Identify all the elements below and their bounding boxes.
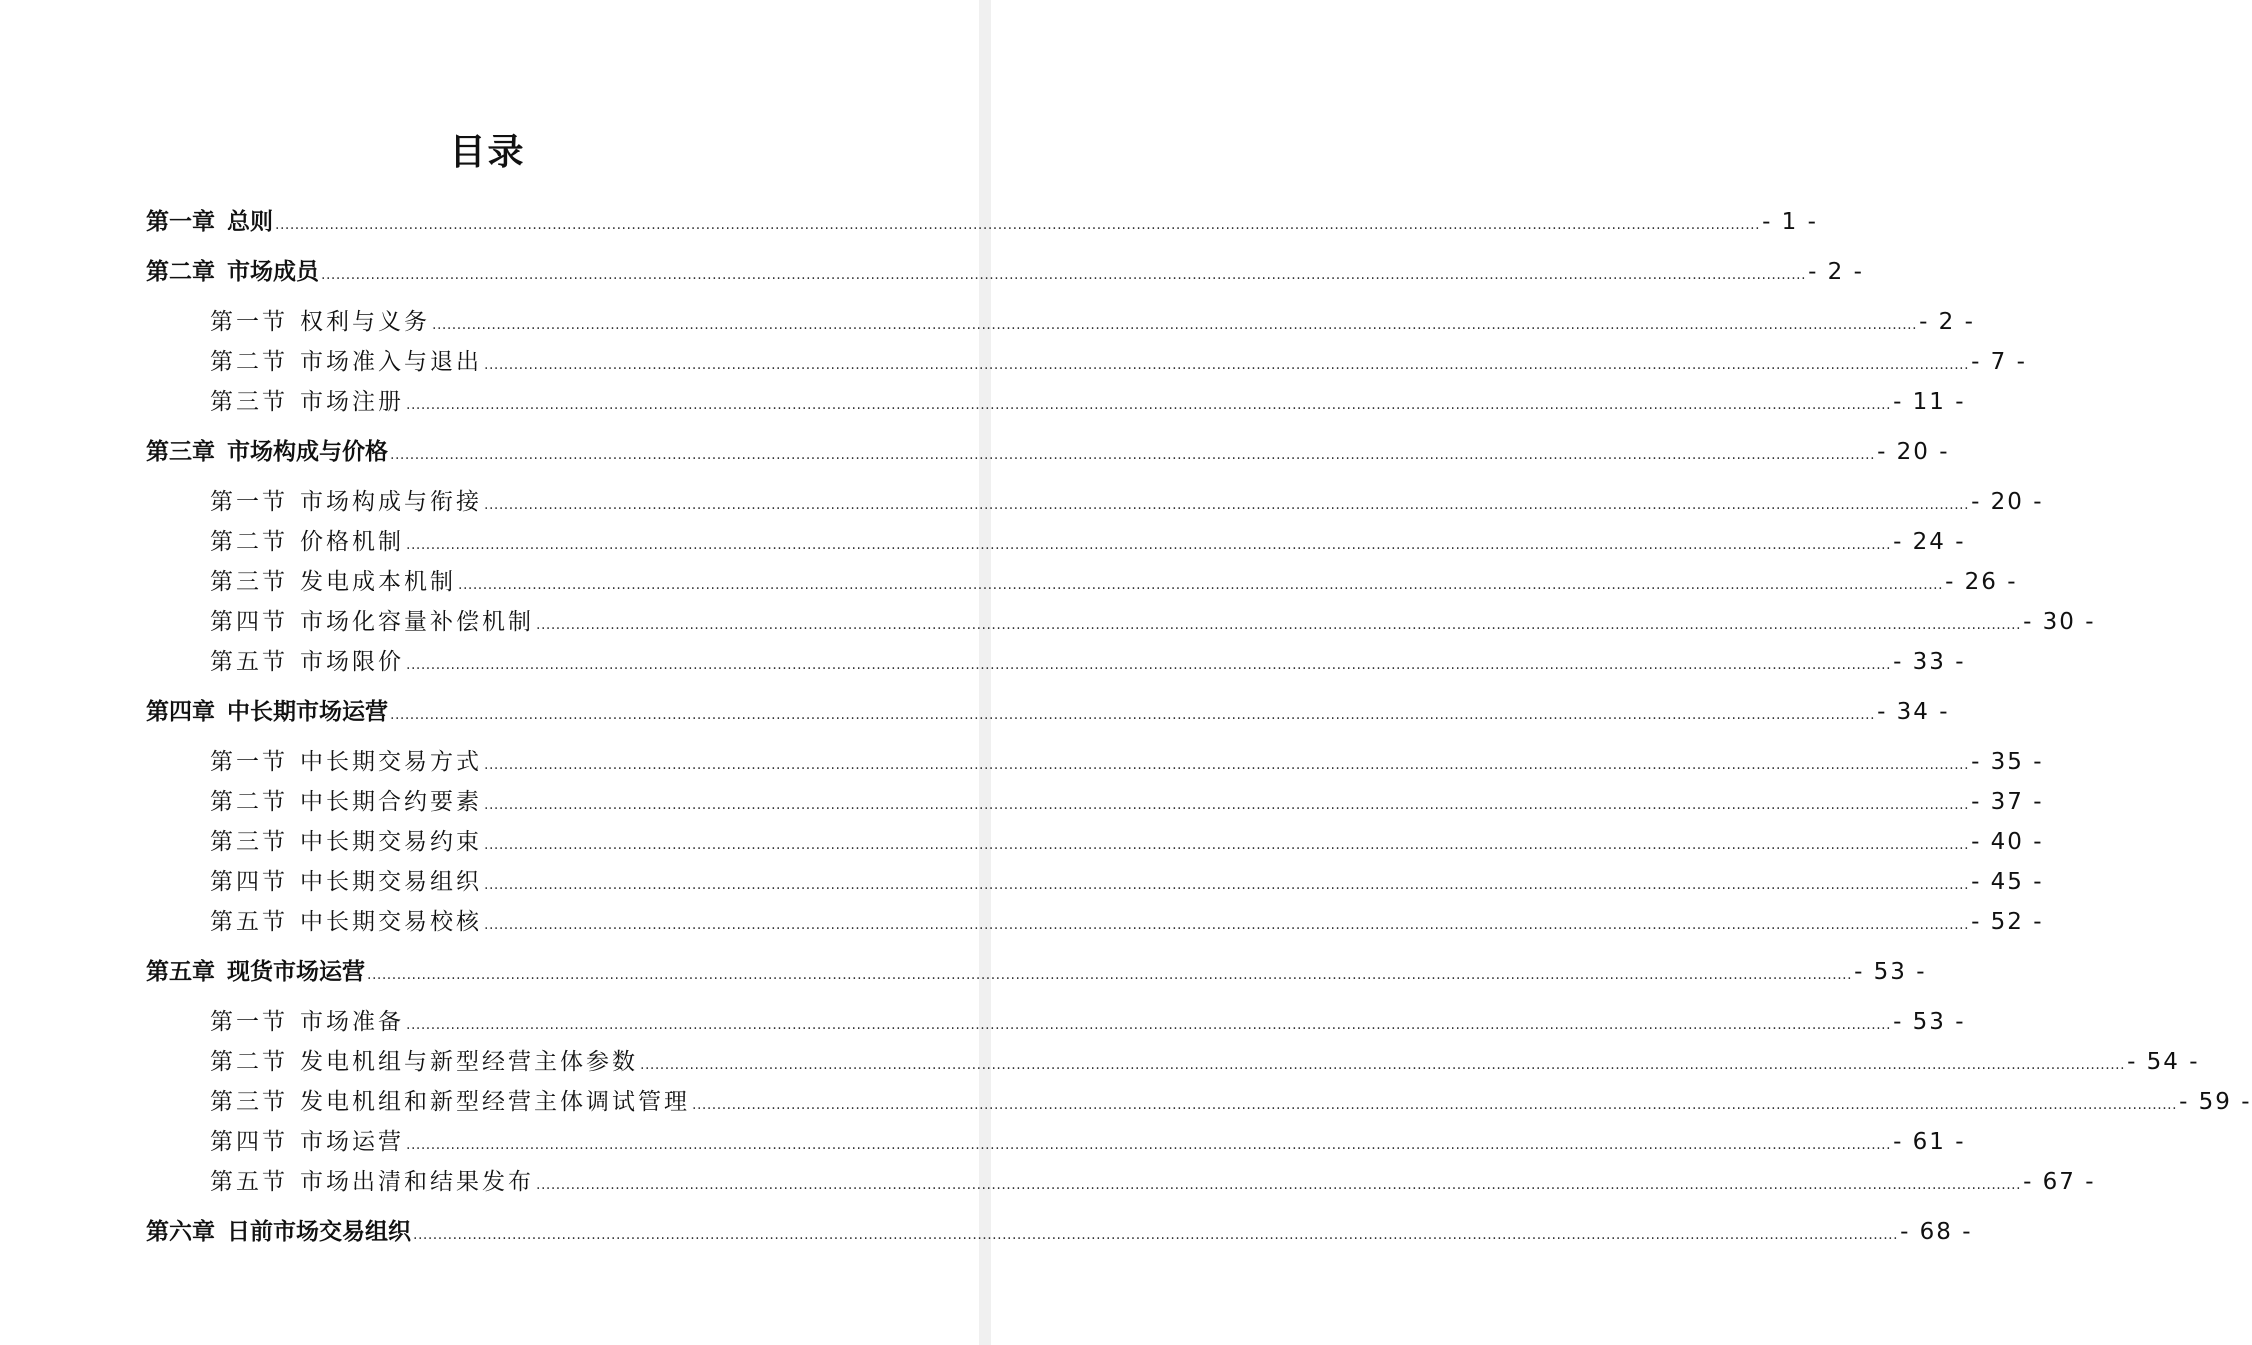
toc-entry-label — [146, 435, 388, 469]
toc-entry-number: 第五节 — [210, 1169, 288, 1195]
toc-entry-section[interactable] — [210, 865, 2044, 899]
dot-leader: ............................................................................................................................................................................................................................................................................................................ — [484, 357, 1970, 373]
toc-entry-title: 市场构成与价格 — [227, 439, 388, 465]
toc-entry-label — [210, 565, 456, 599]
toc-entry-title: 市场运营 — [300, 1129, 404, 1155]
toc-entry-label — [146, 1215, 411, 1249]
toc-entry-number: 第三章 — [146, 439, 215, 465]
toc-entry-title: 市场化容量补偿机制 — [300, 609, 534, 635]
toc-entry-title: 中长期市场运营 — [227, 699, 388, 725]
toc-entry-page: - 45 - — [1971, 869, 2044, 895]
toc-entry-page: - 2 - — [1808, 259, 1864, 285]
toc-entry-title: 中长期交易组织 — [300, 869, 482, 895]
toc-entry-page: - 35 - — [1971, 749, 2044, 775]
toc-entry-number: 第二节 — [210, 1049, 288, 1075]
toc-entry-section[interactable] — [210, 345, 2027, 379]
toc-entry-page: - 61 - — [1893, 1129, 1966, 1155]
toc-entry-section[interactable] — [210, 1085, 2252, 1119]
toc-entry-label — [210, 1085, 690, 1119]
toc-entry-section[interactable] — [210, 1165, 2096, 1199]
toc-entry-section[interactable] — [210, 1045, 2200, 1079]
toc-entry-label — [146, 255, 319, 289]
toc-entry-label — [210, 1045, 638, 1079]
toc-entry-title: 中长期交易校核 — [300, 909, 482, 935]
toc-entry-page: - 34 - — [1877, 699, 1950, 725]
toc-entry-number: 第四节 — [210, 869, 288, 895]
toc-entry-label — [210, 525, 404, 559]
toc-entry-section[interactable] — [210, 1125, 1966, 1159]
toc-entry-chapter[interactable] — [146, 955, 1927, 989]
dot-leader: ............................................................................................................................................................................................................................................................................................................ — [692, 1097, 2178, 1113]
toc-entry-label — [210, 905, 482, 939]
dot-leader: ............................................................................................................................................................................................................................................................................................................ — [484, 837, 1970, 853]
toc-entry-number: 第三节 — [210, 1089, 288, 1115]
toc-entry-number: 第四节 — [210, 1129, 288, 1155]
toc-entry-section[interactable] — [210, 1005, 1966, 1039]
toc-entry-number: 第三节 — [210, 569, 288, 595]
toc-entry-number: 第一章 — [146, 209, 215, 235]
toc-entry-number: 第一节 — [210, 1009, 288, 1035]
toc-entry-title: 市场构成与衔接 — [300, 489, 482, 515]
toc-entry-title: 中长期交易方式 — [300, 749, 482, 775]
toc-entry-title: 发电机组和新型经营主体调试管理 — [300, 1089, 690, 1115]
toc-entry-page: - 20 - — [1877, 439, 1950, 465]
toc-entry-number: 第四章 — [146, 699, 215, 725]
toc-entry-label — [146, 955, 365, 989]
toc-entry-page: - 37 - — [1971, 789, 2044, 815]
toc-entry-number: 第二章 — [146, 259, 215, 285]
toc-entry-number: 第一节 — [210, 749, 288, 775]
dot-leader: ............................................................................................................................................................................................................................................................................................................ — [536, 617, 2022, 633]
toc-entry-page: - 33 - — [1893, 649, 1966, 675]
dot-leader: ............................................................................................................................................................................................................................................................................................................ — [275, 217, 1761, 233]
dot-leader: ............................................................................................................................................................................................................................................................................................................ — [406, 1017, 1892, 1033]
toc-entry-section[interactable] — [210, 305, 1975, 339]
toc-entry-number: 第二节 — [210, 789, 288, 815]
toc-entry-title: 中长期合约要素 — [300, 789, 482, 815]
toc-entry-chapter[interactable] — [146, 205, 1818, 239]
toc-entry-section[interactable] — [210, 825, 2044, 859]
page-title: 目录 — [449, 132, 526, 173]
toc-entry-section[interactable] — [210, 905, 2044, 939]
dot-leader: ............................................................................................................................................................................................................................................................................................................ — [390, 447, 1876, 463]
dot-leader: ............................................................................................................................................................................................................................................................................................................ — [406, 397, 1892, 413]
dot-leader: ............................................................................................................................................................................................................................................................................................................ — [406, 537, 1892, 553]
toc-entry-section[interactable] — [210, 645, 1966, 679]
toc-entry-label — [210, 485, 482, 519]
toc-entry-page: - 11 - — [1893, 389, 1966, 415]
toc-entry-page: - 1 - — [1762, 209, 1818, 235]
toc-entry-page: - 30 - — [2023, 609, 2096, 635]
toc-entry-title: 发电机组与新型经营主体参数 — [300, 1049, 638, 1075]
toc-entry-section[interactable] — [210, 525, 1966, 559]
toc-entry-label — [210, 745, 482, 779]
toc-entry-label — [210, 1005, 404, 1039]
toc-entry-page: - 54 - — [2127, 1049, 2200, 1075]
toc-entry-title: 权利与义务 — [300, 309, 430, 335]
toc-entry-label — [146, 205, 273, 239]
toc-entry-title: 市场成员 — [227, 259, 319, 285]
toc-entry-section[interactable] — [210, 785, 2044, 819]
toc-entry-section[interactable] — [210, 605, 2096, 639]
dot-leader: ............................................................................................................................................................................................................................................................................................................ — [432, 317, 1918, 333]
toc-entry-number: 第三节 — [210, 829, 288, 855]
toc-entry-chapter[interactable] — [146, 695, 1950, 729]
dot-leader: ............................................................................................................................................................................................................................................................................................................ — [458, 577, 1944, 593]
toc-entry-section[interactable] — [210, 565, 2018, 599]
dot-leader: ............................................................................................................................................................................................................................................................................................................ — [484, 797, 1970, 813]
toc-entry-chapter[interactable] — [146, 1215, 1973, 1249]
toc-entry-title: 发电成本机制 — [300, 569, 456, 595]
toc-entry-label — [210, 825, 482, 859]
toc-entry-label — [210, 345, 482, 379]
toc-entry-number: 第五章 — [146, 959, 215, 985]
dot-leader: ............................................................................................................................................................................................................................................................................................................ — [536, 1177, 2022, 1193]
dot-leader: ............................................................................................................................................................................................................................................................................................................ — [640, 1057, 2126, 1073]
toc-entry-number: 第三节 — [210, 389, 288, 415]
toc-entry-page: - 53 - — [1854, 959, 1927, 985]
toc-entry-title: 市场注册 — [300, 389, 404, 415]
toc-entry-title: 日前市场交易组织 — [227, 1219, 411, 1245]
toc-entry-page: - 52 - — [1971, 909, 2044, 935]
toc-entry-number: 第二节 — [210, 529, 288, 555]
toc-entry-title: 价格机制 — [300, 529, 404, 555]
dot-leader: ............................................................................................................................................................................................................................................................................................................ — [413, 1227, 1899, 1243]
toc-entry-label — [210, 385, 404, 419]
toc-entry-page: - 40 - — [1971, 829, 2044, 855]
toc-entry-section[interactable] — [210, 385, 1966, 419]
toc-entry-title: 市场准入与退出 — [300, 349, 482, 375]
toc-entry-label — [210, 1125, 404, 1159]
toc-entry-label — [210, 865, 482, 899]
dot-leader: ............................................................................................................................................................................................................................................................................................................ — [367, 967, 1853, 983]
toc-entry-page: - 67 - — [2023, 1169, 2096, 1195]
toc-entry-number: 第五节 — [210, 649, 288, 675]
dot-leader: ............................................................................................................................................................................................................................................................................................................ — [484, 877, 1970, 893]
toc-entry-label — [210, 605, 534, 639]
toc-entry-number: 第六章 — [146, 1219, 215, 1245]
toc-entry-chapter[interactable] — [146, 255, 1864, 289]
toc-entry-label — [210, 645, 404, 679]
toc-entry-page: - 59 - — [2179, 1089, 2252, 1115]
toc-entry-page: - 68 - — [1900, 1219, 1973, 1245]
toc-entry-number: 第一节 — [210, 489, 288, 515]
dot-leader: ............................................................................................................................................................................................................................................................................................................ — [321, 267, 1807, 283]
dot-leader: ............................................................................................................................................................................................................................................................................................................ — [406, 657, 1892, 673]
toc-entry-label — [210, 1165, 534, 1199]
toc-entry-page: - 53 - — [1893, 1009, 1966, 1035]
toc-entry-page: - 20 - — [1971, 489, 2044, 515]
toc-entry-number: 第二节 — [210, 349, 288, 375]
toc-entry-title: 市场准备 — [300, 1009, 404, 1035]
toc-entry-label — [210, 305, 430, 339]
toc-entry-label — [210, 785, 482, 819]
toc-entry-title: 市场限价 — [300, 649, 404, 675]
toc-entry-title: 市场出清和结果发布 — [300, 1169, 534, 1195]
dot-leader: ............................................................................................................................................................................................................................................................................................................ — [390, 707, 1876, 723]
toc-entry-chapter[interactable] — [146, 435, 1950, 469]
toc-entry-section[interactable] — [210, 485, 2044, 519]
toc-entry-page: - 26 - — [1945, 569, 2018, 595]
toc-entry-number: 第一节 — [210, 309, 288, 335]
dot-leader: ............................................................................................................................................................................................................................................................................................................ — [484, 497, 1970, 513]
toc-entry-page: - 2 - — [1919, 309, 1975, 335]
dot-leader: ............................................................................................................................................................................................................................................................................................................ — [406, 1137, 1892, 1153]
toc-entry-page: - 24 - — [1893, 529, 1966, 555]
toc-entry-label — [146, 695, 388, 729]
toc-entry-title: 总则 — [227, 209, 273, 235]
toc-entry-title: 现货市场运营 — [227, 959, 365, 985]
toc-entry-section[interactable] — [210, 745, 2044, 779]
toc-entry-number: 第五节 — [210, 909, 288, 935]
toc-entry-number: 第四节 — [210, 609, 288, 635]
toc-entry-page: - 7 - — [1971, 349, 2027, 375]
toc-entry-title: 中长期交易约束 — [300, 829, 482, 855]
dot-leader: ............................................................................................................................................................................................................................................................................................................ — [484, 757, 1970, 773]
dot-leader: ............................................................................................................................................................................................................................................................................................................ — [484, 917, 1970, 933]
